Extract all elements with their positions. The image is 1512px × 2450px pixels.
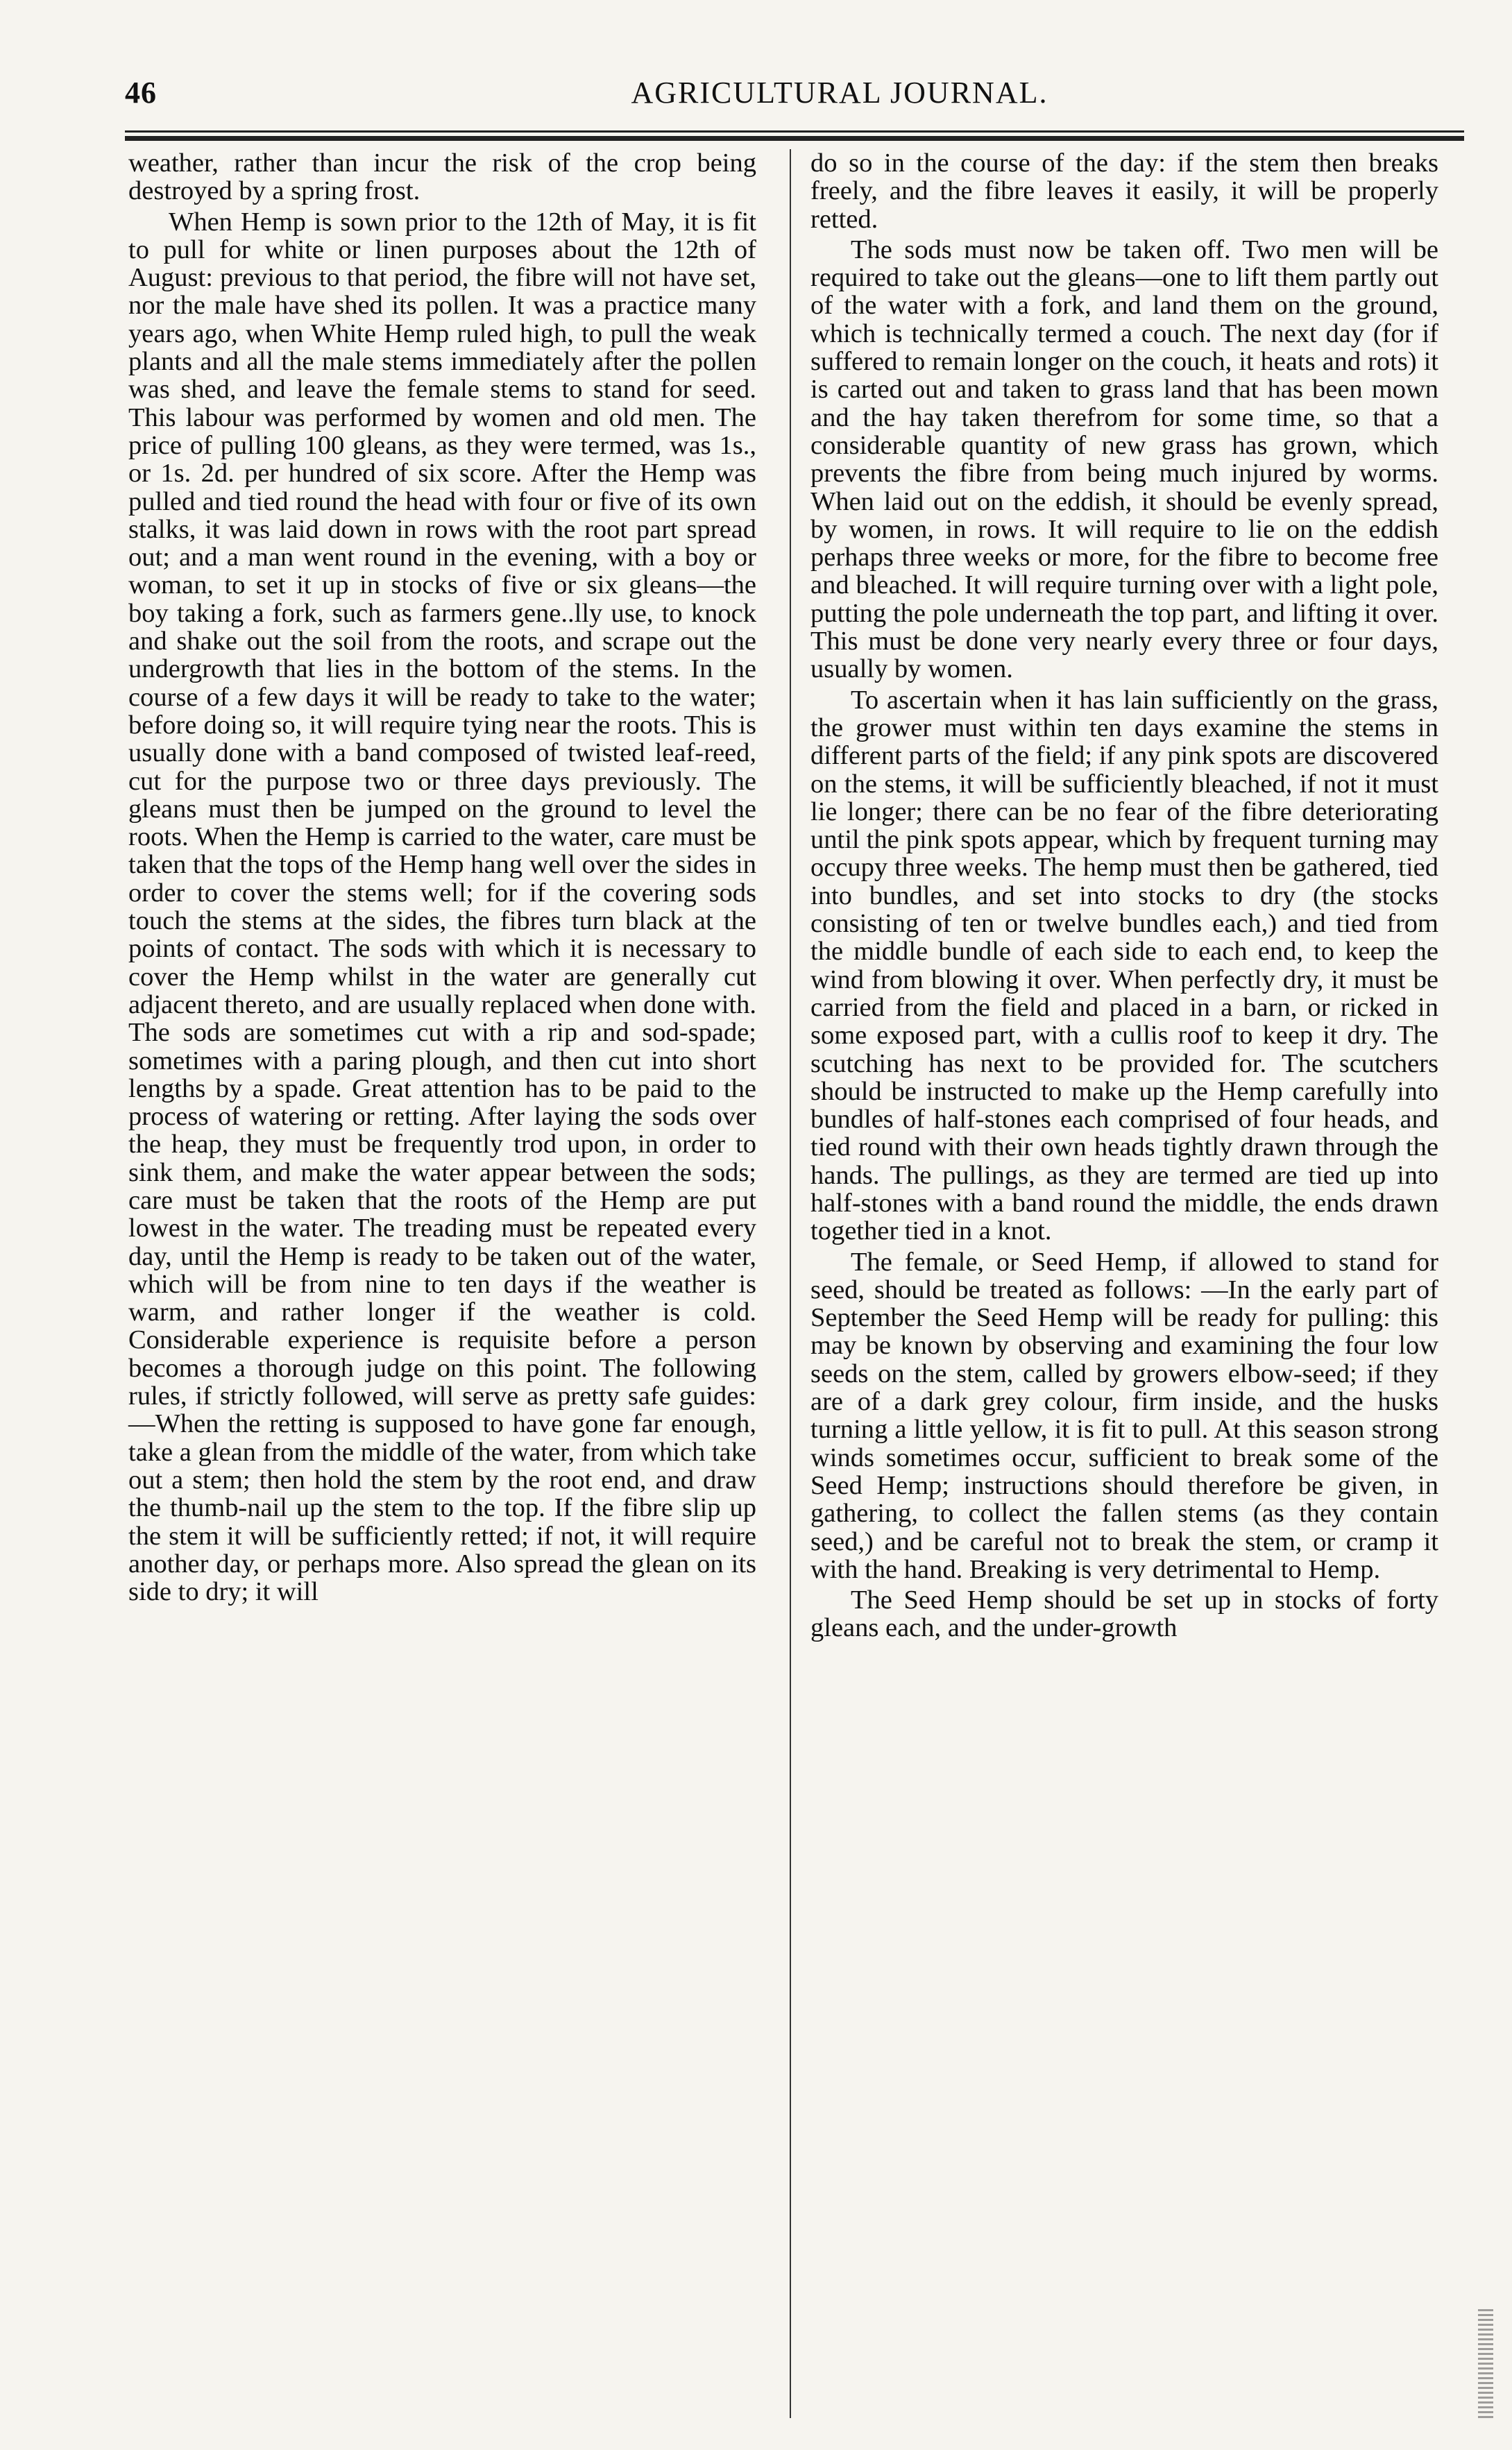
running-title: AGRICULTURAL JOURNAL. [631,76,1048,110]
page-header [125,75,1457,124]
paragraph: weather, rather than incur the risk of the crop being destroyed by a spring frost. [128,148,756,206]
left-column [128,149,756,1606]
page-number: 46 [125,76,157,110]
paragraph: To ascertain when it has lain sufficiently on the grass, the grower must within ten days examine the stems in different parts of the field; if any pink spots are discovered on the stems, it will be sufficiently bleached, if not it must lie longer; there can be no fear of the fibre deteriorating until the pink spots appear, which by frequent turning may occupy three weeks. The hemp must then be gathered, tied into bundles, and set into stocks to dry (the stocks consisting of ten or twelve bundles each,) and tied from the middle bundle of each side to each end, to keep the wind from blowing it over. When perfectly dry, it must be carried from the field and placed in a barn, or ricked in some exposed part, with a cullis roof to keep it dry. The scutching has next to be provided for. The scutchers should be instructed to make up the Hemp carefully into bundles of half-stones each comprised of four heads, and tied round with their own heads tightly drawn through the hands. The pullings, as they are termed are tied up into half-stones with a band round the middle, the ends drawn together tied in a knot. [810,685,1438,1246]
paragraph: The female, or Seed Hemp, if allowed to stand for seed, should be treated as follows: —In the early part of September the Seed Hemp will be ready for pulling: this may be known by observing and examining the four low seeds on the stem, called by growers elbow-seed; if they are of a dark grey colour, firm inside, and the husks turning a little yellow, it is fit to pull. At this season strong winds sometimes occur, sufficient to break some of the Seed Hemp; instructions should therefore be given, in gathering, to collect the fallen stems (as they contain seed,) and be careful not to break the stem, or cramp it with the hand. Breaking is very detrimental to Hemp. [810,1247,1438,1584]
paragraph: The Seed Hemp should be set up in stocks of forty gleans each, and the under-growth [810,1585,1438,1643]
header-rule [125,130,1464,133]
paragraph: When Hemp is sown prior to the 12th of May, it is fit to pull for white or linen purposes about the 12th of August: previous to that period, the fibre will not have set, nor the male have shed its pollen. It was a practice many years ago, when White Hemp ruled high, to pull the weak plants and all the male stems immediately after the pollen was shed, and leave the female stems to stand for seed. This labour was performed by women and old men. The price of pulling 100 gleans, as they were termed, was 1s., or 1s. 2d. per hundred of six score. After the Hemp was pulled and tied round the head with four or five of its own stalks, it was laid down in rows with the root part spread out; and a man went round in the evening, with a boy or woman, to set it up in stocks of five or six gleans—the boy taking a fork, such as farmers gene..lly use, to knock and shake out the soil from the roots, and scrape out the undergrowth that lies in the bottom of the stems. In the course of a few days it will be ready to take to the water; before doing so, it will require tying near the roots. This is usually done with a band composed of twisted leaf-reed, cut for the purpose two or three days previously. The gleans must then be jumped on the ground to level the roots. When the Hemp is carried to the water, care must be taken that the tops of the Hemp hang well over the sides in order to cover the stems well; for if the covering sods touch the stems at the sides, the fibres turn black at the points of contact. The sods with which it is necessary to cover the Hemp whilst in the water are generally cut adjacent thereto, and are usually replaced when done with. The sods are sometimes cut with a rip and sod-spade; sometimes with a paring plough, and then cut into short lengths by a spade. Great attention has to be paid to the process of watering or retting. After laying the sods over the heap, they must be frequently trod upon, in order to sink them, and make the water appear between the sods; care must be taken that the roots of the Hemp are put lowest in the water. The treading must be repeated every day, until the Hemp is ready to be taken out of the water, which will be from nine to ten days if the weather is warm, and rather longer if the weather is cold. Considerable experience is requisite before a person becomes a thorough judge on this point. The following rules, if strictly followed, will serve as pretty safe guides:—When the retting is supposed to have gone far enough, take a glean from the middle of the water, from which take out a stem; then hold the stem by the root end, and draw the thumb-nail up the stem to the top. If the fibre slip up the stem it will be sufficiently retted; if not, it will require another day, or perhaps more. Also spread the glean on its side to dry; it will [128,207,756,1607]
paragraph: The sods must now be taken off. Two men will be required to take out the gleans—one to lift them partly out of the water with a fork, and land them on the ground, which is technically termed a couch. The next day (for if suffered to remain longer on the couch, it heats and rots) it is carted out and taken to grass land that has been mown and the hay taken therefrom for some time, so that a considerable quantity of new grass has grown, which prevents the fibre from being much injured by worms. When laid out on the eddish, it should be evenly spread, by women, in rows. It will require to lie on the eddish perhaps three weeks or more, for the fibre to become free and bleached. It will require turning over with a light pole, putting the pole underneath the top part, and lifting it over. This must be done very nearly every three or four days, usually by women. [810,235,1438,684]
right-column [810,149,1438,1642]
paragraph: do so in the course of the day: if the stem then breaks freely, and the fibre leaves it easily, it will be properly retted. [810,148,1438,234]
header-rule-thick [125,136,1464,141]
column-divider [790,149,791,2418]
margin-scan-artifact [1478,2307,1493,2418]
